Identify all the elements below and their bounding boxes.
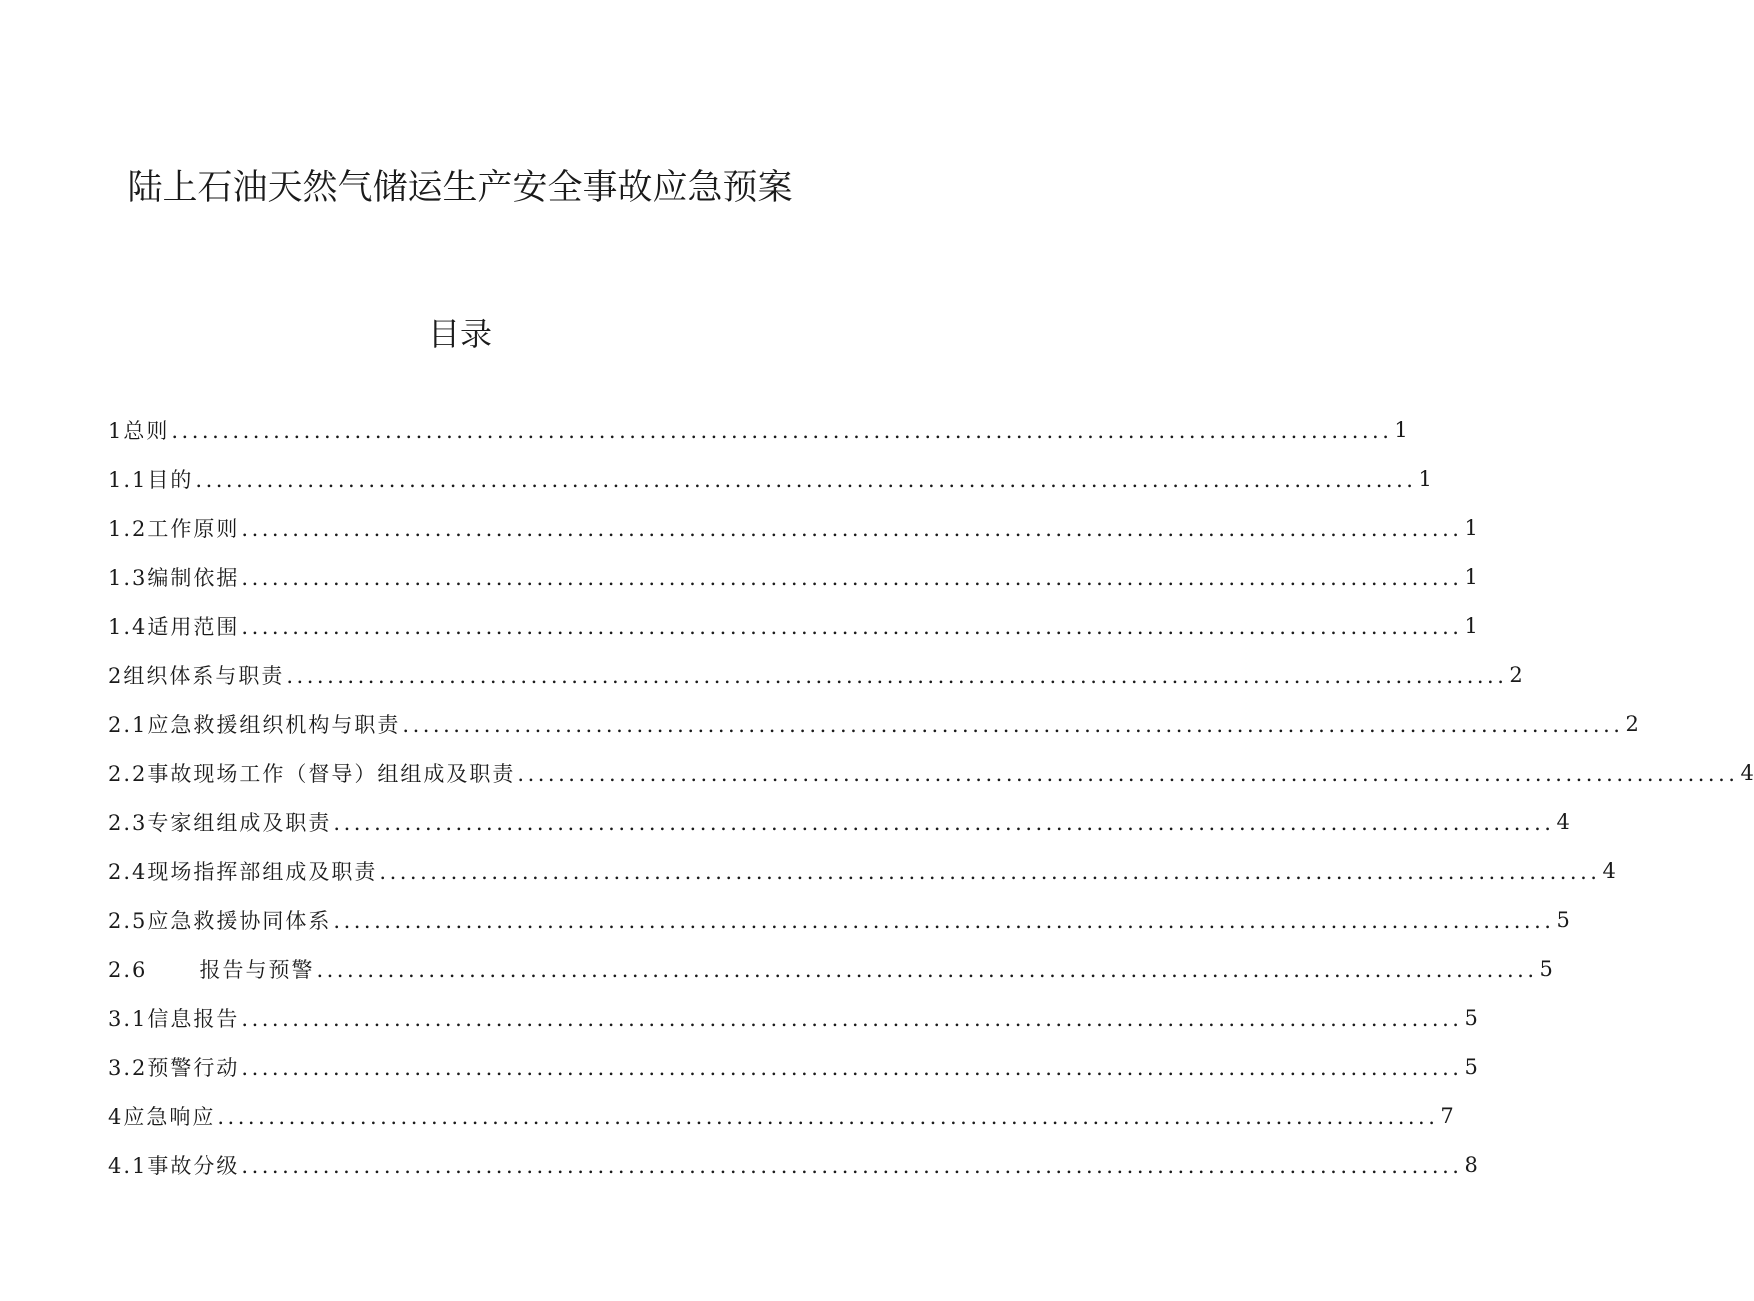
toc-dot-leader: ........................................................................................................................ xyxy=(241,516,1463,541)
toc-dot-leader: ........................................................................................................................ xyxy=(333,810,1555,835)
toc-entry-text: 2组织体系与职责 xyxy=(108,663,285,688)
toc-page-number: 7 xyxy=(1440,1103,1454,1128)
toc-entry[interactable] xyxy=(108,1140,1478,1189)
toc-entry-text: 1.4适用范围 xyxy=(108,614,240,639)
toc-dot-leader: ........................................................................................................................ xyxy=(195,467,1417,492)
toc-page-number: 1 xyxy=(1464,515,1478,540)
toc-entry[interactable] xyxy=(108,748,1754,797)
toc-entry[interactable] xyxy=(108,797,1570,846)
toc-dot-leader: ........................................................................................................................ xyxy=(241,614,1463,639)
toc-entry-text: 2.4现场指挥部组成及职责 xyxy=(108,859,378,884)
toc-dot-leader: ........................................................................................................................ xyxy=(333,908,1555,933)
toc-page-number: 1 xyxy=(1394,417,1408,442)
toc-entry-text: 1总则 xyxy=(108,418,170,443)
toc-dot-leader: ........................................................................................................................ xyxy=(241,565,1463,590)
toc-page-number: 4 xyxy=(1602,858,1616,883)
toc-entry-text: 4.1事故分级 xyxy=(108,1153,240,1178)
toc-page-number: 1 xyxy=(1464,613,1478,638)
toc-dot-leader: ........................................................................................................................ xyxy=(241,1055,1463,1080)
toc-page-number: 4 xyxy=(1556,809,1570,834)
toc-page-number: 8 xyxy=(1464,1152,1478,1177)
toc-dot-leader: ........................................................................................................................ xyxy=(286,663,1508,688)
toc-entry[interactable] xyxy=(108,1042,1478,1091)
toc-page-number: 5 xyxy=(1464,1005,1478,1030)
toc-entry[interactable] xyxy=(108,1091,1454,1140)
toc-entry[interactable] xyxy=(108,895,1570,944)
toc-entry[interactable] xyxy=(108,552,1478,601)
toc-dot-leader: ........................................................................................................................ xyxy=(402,712,1624,737)
toc-entry-text: 2.2事故现场工作（督导）组组成及职责 xyxy=(108,761,516,786)
toc-entry-text: 2.1应急救援组织机构与职责 xyxy=(108,712,401,737)
toc-dot-leader: ........................................................................................................................ xyxy=(379,859,1601,884)
toc-page-number: 2 xyxy=(1509,662,1523,687)
toc-entry[interactable] xyxy=(108,601,1478,650)
toc-entry[interactable] xyxy=(108,650,1523,699)
toc-entry[interactable] xyxy=(108,503,1478,552)
toc-dot-leader: ........................................................................................................................ xyxy=(241,1153,1463,1178)
toc-page-number: 1 xyxy=(1418,466,1432,491)
toc-page-number: 5 xyxy=(1464,1054,1478,1079)
toc-entry[interactable] xyxy=(108,699,1639,748)
toc-page-number: 1 xyxy=(1464,564,1478,589)
toc-entry-text: 1.1目的 xyxy=(108,467,194,492)
toc-entry-text: 2.3专家组组成及职责 xyxy=(108,810,332,835)
toc-entry-text: 3.2预警行动 xyxy=(108,1055,240,1080)
toc-heading: 目录 xyxy=(427,315,492,353)
toc-dot-leader: ........................................................................................................................ xyxy=(316,957,1538,982)
toc-entry-text: 4应急响应 xyxy=(108,1104,216,1129)
toc-entry[interactable] xyxy=(108,944,1553,993)
toc-entry-text: 1.3编制依据 xyxy=(108,565,240,590)
toc-dot-leader: ........................................................................................................................ xyxy=(217,1104,1439,1129)
toc-page-number: 4 xyxy=(1740,760,1754,785)
document-title: 陆上石油天然气储运生产安全事故应急预案 xyxy=(127,168,793,208)
toc-dot-leader: ........................................................................................................................ xyxy=(517,761,1739,786)
toc-entry[interactable] xyxy=(108,454,1432,503)
toc-entry-text: 2.6 报告与预警 xyxy=(108,957,315,982)
toc-dot-leader: ........................................................................................................................ xyxy=(241,1006,1463,1031)
toc-entry-text: 2.5应急救援协同体系 xyxy=(108,908,332,933)
toc-entry[interactable] xyxy=(108,405,1408,454)
toc-entry[interactable] xyxy=(108,846,1616,895)
toc-entry[interactable] xyxy=(108,993,1478,1042)
toc-dot-leader: ........................................................................................................................ xyxy=(171,418,1393,443)
toc-entry-text: 1.2工作原则 xyxy=(108,516,240,541)
toc-page-number: 5 xyxy=(1539,956,1553,981)
toc-page-number: 2 xyxy=(1625,711,1639,736)
table-of-contents xyxy=(108,405,1754,1189)
toc-page-number: 5 xyxy=(1556,907,1570,932)
toc-entry-text: 3.1信息报告 xyxy=(108,1006,240,1031)
